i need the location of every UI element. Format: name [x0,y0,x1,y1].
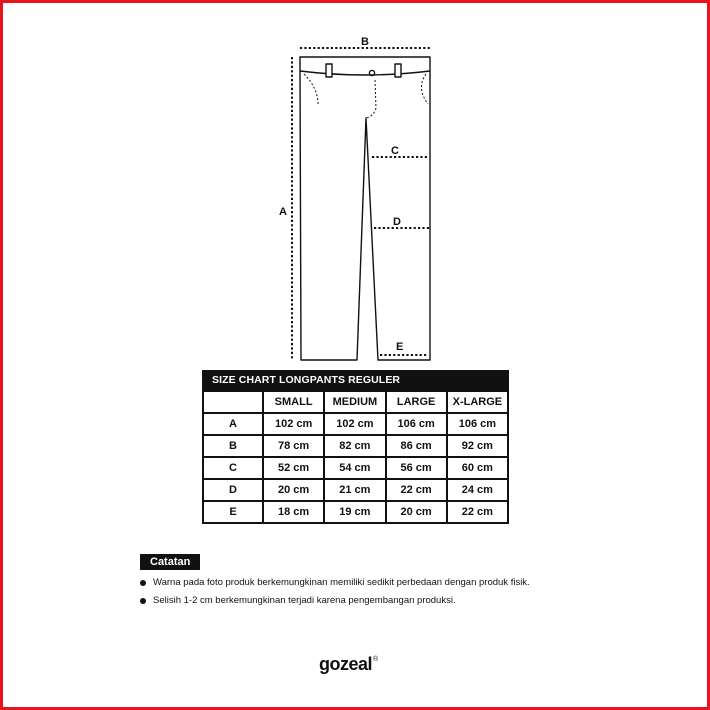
notes-title: Catatan [140,554,200,570]
table-header-row [203,391,508,413]
table-cell: 106 cm [386,413,447,435]
column-header-small: SMALL [263,391,324,413]
note-text: Warna pada foto produk berkemungkinan memiliki sedikit perbedaan dengan produk fisik. [153,577,530,588]
notes-section [140,552,610,606]
table-cell: 20 cm [386,501,447,523]
label-b: B [361,36,369,48]
row-label: B [203,435,263,457]
table-row [203,501,508,523]
column-header-medium: MEDIUM [324,391,385,413]
column-header-large: LARGE [386,391,447,413]
table-row [203,413,508,435]
table-cell: 86 cm [386,435,447,457]
size-chart [202,370,509,524]
table-cell: 20 cm [263,479,324,501]
table-cell: 92 cm [447,435,508,457]
table-cell: 52 cm [263,457,324,479]
table-cell: 22 cm [386,479,447,501]
table-cell: 106 cm [447,413,508,435]
row-label: E [203,501,263,523]
table-cell: 78 cm [263,435,324,457]
note-text: Selisih 1-2 cm berkemungkinan terjadi karena pengembangan produksi. [153,595,456,606]
table-row [203,457,508,479]
fly-stitch [366,80,376,118]
table-cell: 82 cm [324,435,385,457]
table-row [203,435,508,457]
registered-mark: ® [373,656,378,663]
size-chart-table [202,390,509,524]
size-chart-title: SIZE CHART LONGPANTS REGULER [202,370,509,390]
label-c: C [391,145,399,157]
row-label: D [203,479,263,501]
note-item [140,577,610,588]
table-cell: 102 cm [324,413,385,435]
bullet-icon [140,598,146,604]
column-header-xlarge: X-LARGE [447,391,508,413]
table-cell: 56 cm [386,457,447,479]
note-item [140,595,610,606]
label-d: D [393,216,401,228]
table-cell: 22 cm [447,501,508,523]
pants-outline [300,71,430,360]
bullet-icon [140,580,146,586]
table-cell: 18 cm [263,501,324,523]
table-row [203,479,508,501]
pocket-right [421,74,428,104]
label-a: A [279,206,287,218]
waistband [300,57,430,75]
brand-name: gozeal [319,654,373,674]
table-cell: 60 cm [447,457,508,479]
table-cell: 102 cm [263,413,324,435]
belt-loop-left [326,64,332,77]
table-cell: 54 cm [324,457,385,479]
belt-loop-right [395,64,401,77]
table-cell: 21 cm [324,479,385,501]
table-cell: 24 cm [447,479,508,501]
column-header-blank [203,391,263,413]
row-label: A [203,413,263,435]
table-cell: 19 cm [324,501,385,523]
pocket-left [304,74,318,104]
brand-logo [319,654,378,675]
row-label: C [203,457,263,479]
label-e: E [396,341,404,353]
